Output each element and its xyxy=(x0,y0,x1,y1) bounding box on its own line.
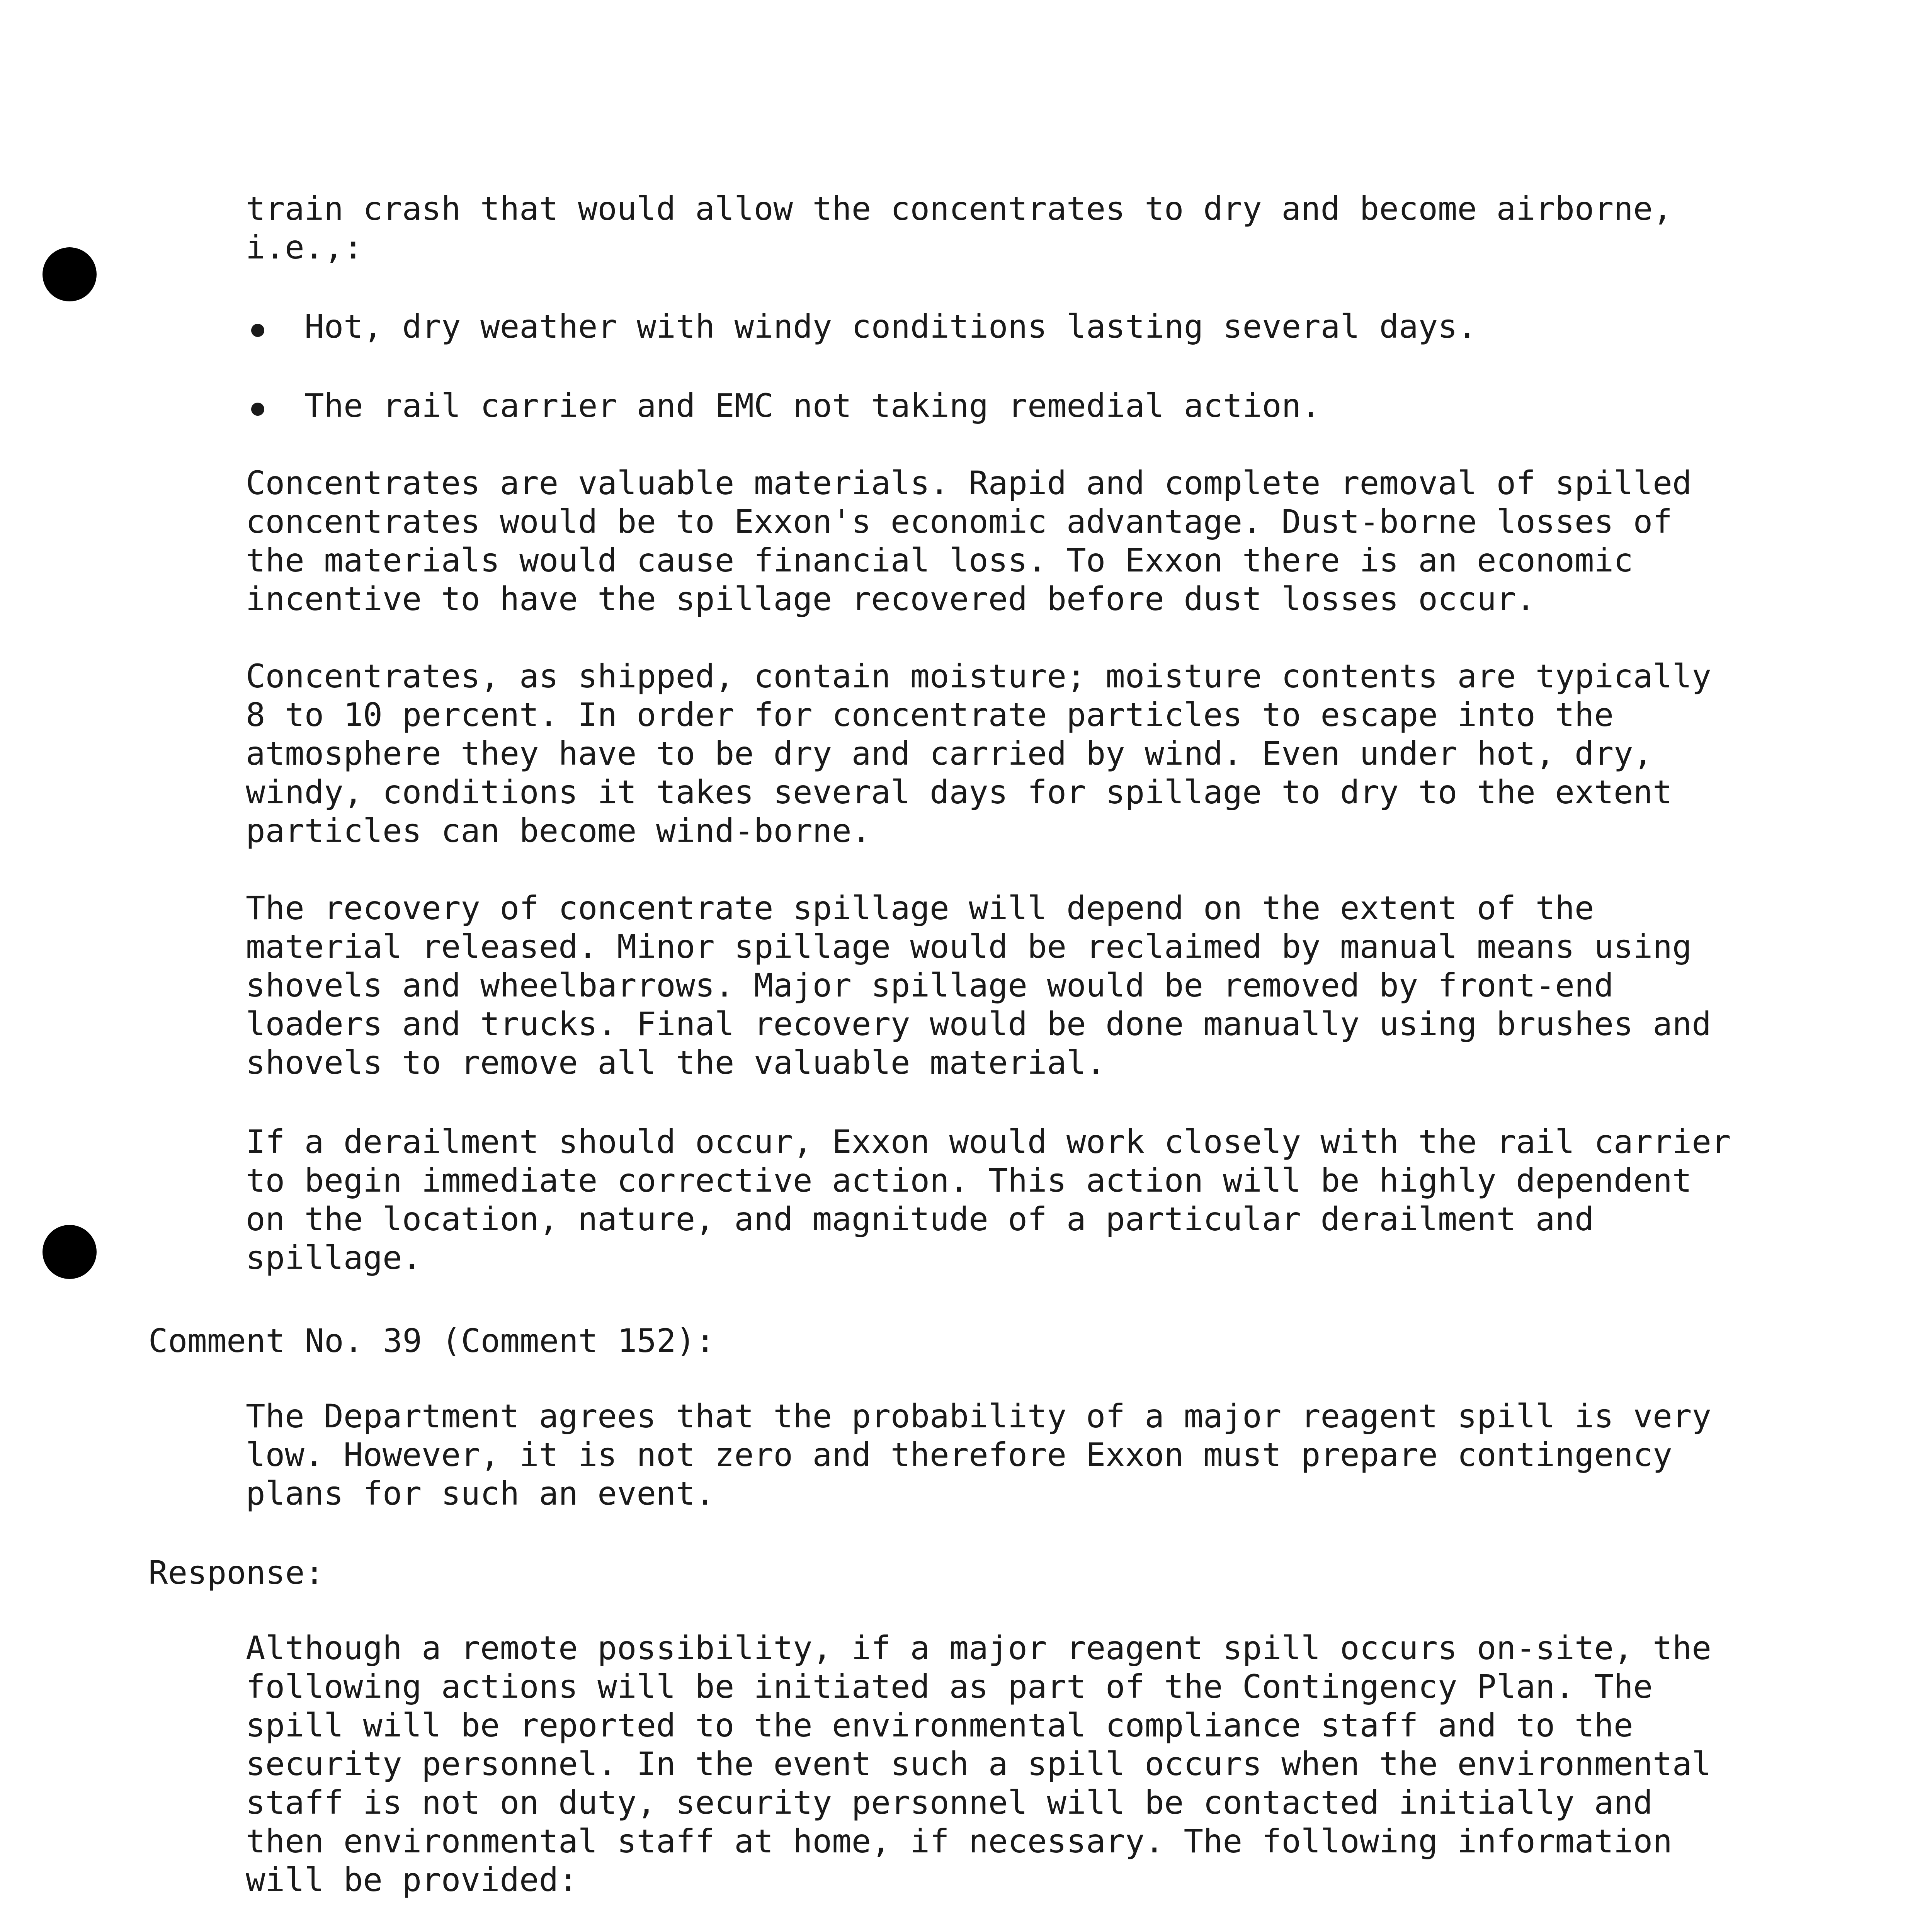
intro-line-1: train crash that would allow the concentrates to dry and become airborne, xyxy=(246,190,1672,228)
paragraph-concentrates-moisture: Concentrates, as shipped, contain moisture; moisture contents are typically 8 to 10 percent. In order for concentrate particles to escape into the atmosphere they have to be dry and carried by wind. Even under hot, dry, windy, conditions it takes several days for spillage to dry to the extent particles can become wind-borne. xyxy=(246,657,1711,850)
condition-item: The rail carrier and EMC not taking remedial action. xyxy=(304,387,1321,425)
comment-heading: Comment No. 39 (Comment 152): xyxy=(148,1322,715,1360)
comment-text: The Department agrees that the probability of a major reagent spill is very low. However, it is not zero and therefore Exxon must prepare contingency plans for such an event. xyxy=(246,1397,1711,1512)
paragraph-concentrates-value: Concentrates are valuable materials. Rapid and complete removal of spilled concentrates would be to Exxon's economic advantage. Dust-borne losses of the materials would cause financial loss. To Exxon there is an economic incentive to have the spillage recovered before dust losses occur. xyxy=(246,464,1692,618)
bullet-icon xyxy=(251,324,264,337)
punch-hole-middle xyxy=(43,1225,97,1279)
punch-hole-top xyxy=(43,247,97,301)
paragraph-spillage-recovery: The recovery of concentrate spillage will depend on the extent of the material released. Minor spillage would be reclaimed by manual means using shovels and wheelbarrows. Major spillage would be removed by front-end loaders and trucks. Final recovery would be done manually using brushes and shovels to remove all the valuable material. xyxy=(246,889,1711,1082)
intro-line-2: i.e.,: xyxy=(246,228,363,266)
condition-item: Hot, dry weather with windy conditions lasting several days. xyxy=(304,308,1477,345)
response-text: Although a remote possibility, if a major reagent spill occurs on-site, the following actions will be initiated as part of the Contingency Plan. The spill will be reported to the environmental compliance staff and to the security personnel. In the event such a spill occurs when the environmental staff is not on duty, security personnel will be contacted initially and then environmental staff at home, if necessary. The following information will be provided: xyxy=(246,1629,1711,1899)
bullet-icon xyxy=(251,403,264,416)
response-heading: Response: xyxy=(148,1554,325,1592)
paragraph-derailment: If a derailment should occur, Exxon would work closely with the rail carrier to begin immediate corrective action. This action will be highly dependent on the location, nature, and magnitude of a particular derailment and spillage. xyxy=(246,1123,1731,1277)
